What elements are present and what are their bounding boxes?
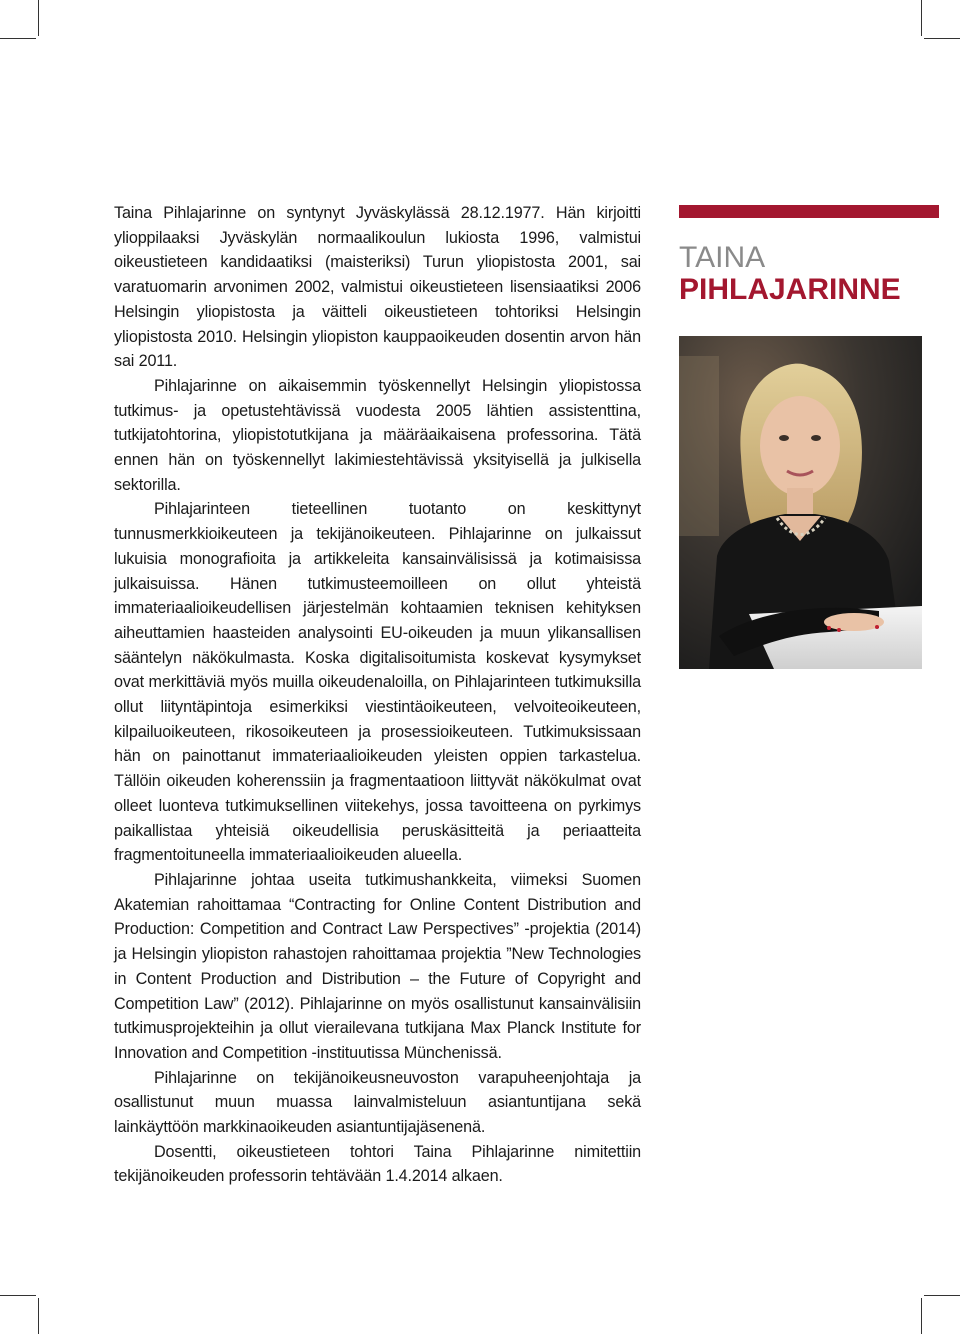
nail [875,625,879,629]
neck [787,488,813,518]
name-block [679,205,939,306]
biography-text [114,201,641,1189]
nail [827,626,831,630]
crop-mark-top-left [0,38,36,39]
face [760,396,840,496]
accent-bar [679,205,939,218]
hands [824,613,884,631]
nail [837,628,841,632]
paragraph-4: Pihlajarinne johtaa useita tutkimushankkeita, viimeksi Suomen Akatemian rahoittamaa “Contracting for Online Content Distribution and Production: Competition and Contract Law Perspectives” -projektia (2014) ja Helsingin yliopiston rahastojen rahoittamaa projektia ”New Technologies in Content Production and Distribution – the Future of Copyright and Competition Law” (2012). Pihlajarinne on myös osallistunut kansainvälisiin tutkimusprojekteihin ja ollut vierailevana tutkijana Max Planck Institute for Innovation and Competition -instituutissa Münchenissä. [114,870,641,1062]
paragraph-5: Pihlajarinne on tekijänoikeusneuvoston varapuheenjohtaja ja osallistunut muun muassa lainvalmisteluun asiantuntijana sekä lainkäyttöön markkinaoikeuden asiantuntijajäsenenä. [114,1068,641,1137]
crop-mark-top-left [38,0,39,36]
window-light [679,356,719,536]
crop-mark-bottom-right [924,1295,960,1296]
crop-mark-bottom-right [921,1298,922,1334]
paragraph-3: Pihlajarinteen tieteellinen tuotanto on keskittynyt tunnusmerkkioikeuteen ja tekijänoikeuteen. Pihlajarinne on julkaissut lukuisia monografioita ja artikkeleita kansainvälisissä ja kotimaisissa julkaisuissa. Hänen tutkimusteemoilleen on ollut yhteistä immateriaalioikeudellisen järjestelmän kohtaamien teknisen kehityksen aiheuttamien haasteiden analysointi EU-oikeuden ja muun ylikansallisen sääntelyn näkökulmasta. Koska digitalisoitumista koskevat kysymykset ovat merkittäviä myös muilla oikeudenaloilla, on Pihlajarinteen tutkimuksilla ollut liityntäpintoja esimerkiksi viestintäoikeuteen, velvoiteoikeuteen, kilpailuoikeuteen, rikosoikeuteen ja prosessioikeuteen. Tutkimuksissaan hän on painottanut immateriaalioikeuden yleisten oppien tarkastelua. Tällöin oikeuden koherenssiin ja fragmentaatioon liittyvät näkökulmat ovat olleet luonteva tutkimuksellinen viitekehys, jossa tavoitteena on pyrkimys paikallistaa yhteisiä oikeudellisia peruskäsitteitä ja periaatteita fragmentoituneella immateriaalioikeuden alueella. [114,500,641,865]
paragraph-6: Dosentti, oikeustieteen tohtori Taina Pihlajarinne nimitettiin tekijänoikeuden professorin tehtävään 1.4.2014 alkaen. [114,1142,641,1186]
last-name: PIHLAJARINNE [679,273,901,306]
eye-right [811,435,821,441]
crop-mark-bottom-left [38,1298,39,1334]
portrait-illustration [679,336,922,669]
first-name: TAINA [679,241,766,274]
paragraph-1: Taina Pihlajarinne on syntynyt Jyväskylässä 28.12.1977. Hän kirjoitti ylioppilaaksi Jyväskylän normaalikoulun lukiosta 1996, valmistui oikeustieteen kandidaatiksi (maisteriksi) Turun yliopistosta 2001, sai varatuomarin arvonimen 2002, valmistui oikeustieteen lisensiaatiksi 2006 Helsingin yliopistosta ja väitteli oikeustieteen tohtoriksi Helsingin yliopistosta 2010. Helsingin yliopiston kauppaoikeuden dosentin arvon hän sai 2011. [114,204,641,371]
crop-mark-bottom-left [0,1295,36,1296]
person-name [679,242,939,306]
eye-left [779,435,789,441]
crop-mark-top-right [924,38,960,39]
crop-mark-top-right [921,0,922,36]
paragraph-2: Pihlajarinne on aikaisemmin työskennellyt Helsingin yliopistossa tutkimus- ja opetustehtävissä vuodesta 2005 lähtien assistenttina, tutkijatohtorina, yliopistotutkijana ja määräaikaisena professorina. Tätä ennen hän on työskennellyt lakimiestehtävissä yksityisellä ja julkisella sektorilla. [114,376,641,494]
portrait-photo [679,336,922,669]
